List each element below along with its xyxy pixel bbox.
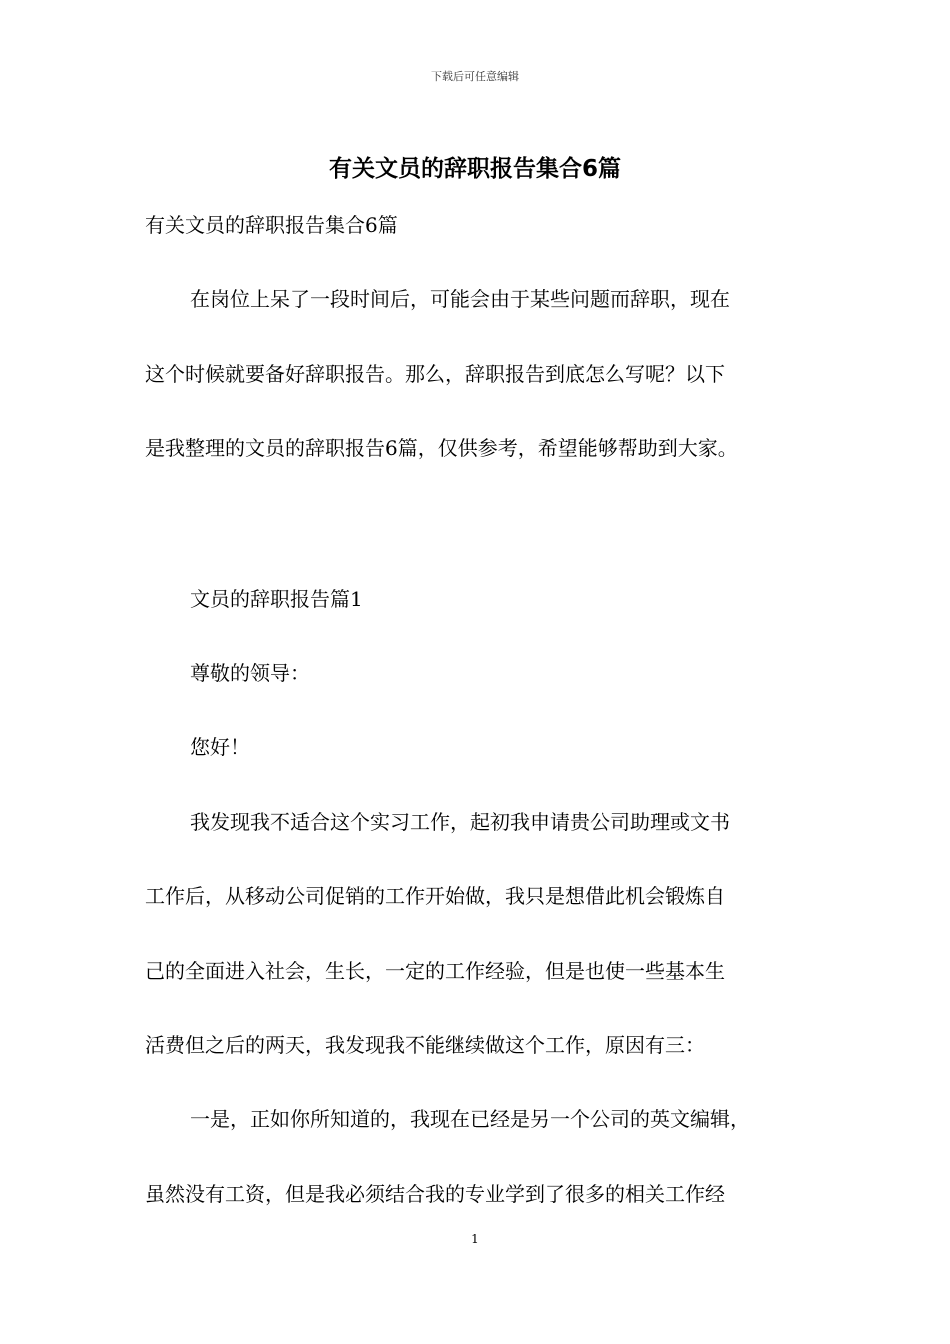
- paragraph-line: 工作后，从移动公司促销的工作开始做，我只是想借此机会锻炼自: [145, 884, 725, 908]
- salutation: 尊敬的领导：: [190, 661, 310, 685]
- paragraph-line: 活费但之后的两天，我发现我不能继续做这个工作，原因有三：: [145, 1033, 705, 1057]
- document-subtitle: 有关文员的辞职报告集合6篇: [145, 213, 398, 237]
- paragraph-line: 一是，正如你所知道的，我现在已经是另一个公司的英文编辑，: [190, 1107, 750, 1131]
- paragraph-line: 是我整理的文员的辞职报告6篇，仅供参考，希望能够帮助到大家。: [145, 436, 738, 460]
- paragraph-line: 在岗位上呆了一段时间后，可能会由于某些问题而辞职，现在: [190, 287, 730, 311]
- paragraph-line: 这个时候就要备好辞职报告。那么，辞职报告到底怎么写呢？以下: [145, 362, 725, 386]
- paragraph-line: 我发现我不适合这个实习工作，起初我申请贵公司助理或文书: [190, 810, 730, 834]
- page-number: 1: [471, 1232, 479, 1246]
- header-note: 下载后可任意编辑: [431, 70, 519, 83]
- paragraph-line: 己的全面进入社会，生长，一定的工作经验，但是也使一些基本生: [145, 959, 725, 983]
- greeting: 您好！: [190, 735, 250, 759]
- paragraph-line: 虽然没有工资，但是我必须结合我的专业学到了很多的相关工作经: [145, 1182, 725, 1206]
- document-title: 有关文员的辞职报告集合6篇: [328, 156, 621, 182]
- section-heading: 文员的辞职报告篇1: [190, 587, 363, 611]
